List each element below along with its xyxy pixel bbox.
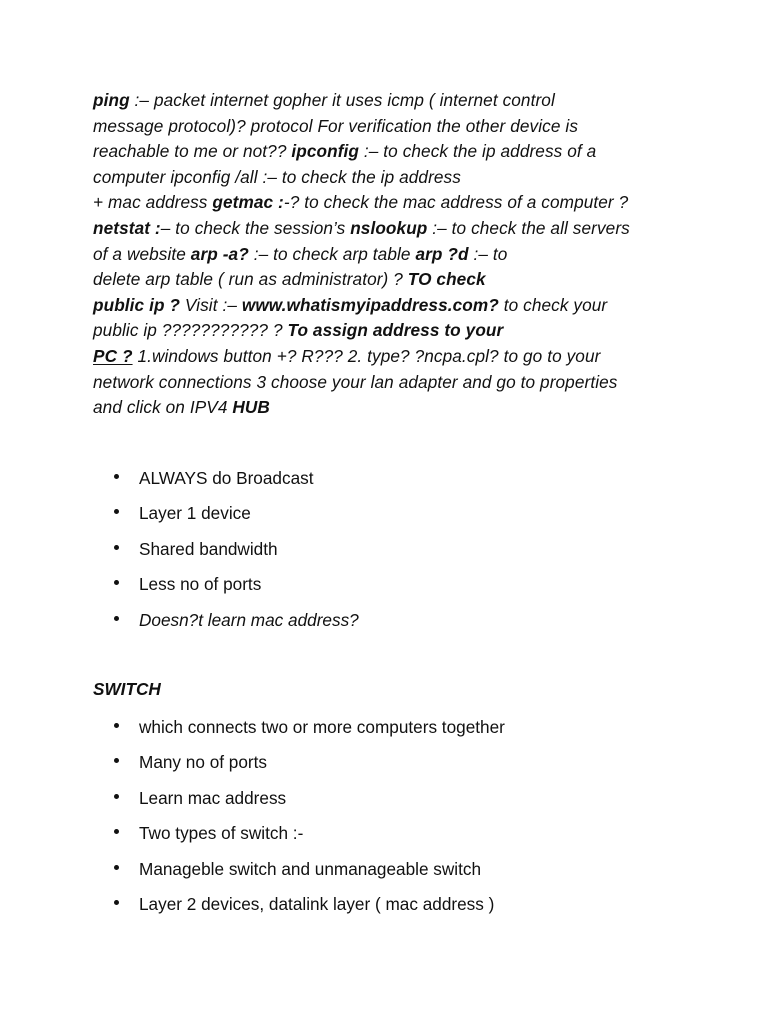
text-run: public ip ??????????? ? [93,320,288,341]
paragraph-line [93,190,693,216]
bullet-dot-icon [114,616,119,621]
list-item [93,716,505,751]
term-arp-a: arp -a? [190,243,249,264]
text-run: to check your [498,294,608,315]
bullet-dot-icon [114,758,119,763]
text-run: -? to check the mac address of a computer ? [283,192,629,213]
bullet-dot-icon [114,900,119,905]
text-run: delete arp table ( run as administrator) ? [93,269,408,290]
text-run: computer ipconfig /all :– to check the ip address [93,166,461,187]
list-item-text: Learn mac address [139,787,287,808]
bullet-dot-icon [114,794,119,799]
paragraph-line [93,267,693,293]
list-item-text: ALWAYS do Broadcast [139,468,314,488]
paragraph-line [93,318,693,344]
text-run: of a website [93,243,191,264]
term-ipconfig: ipconfig [291,141,360,162]
bullet-dot-icon [114,509,119,514]
heading-hub: HUB [232,397,270,418]
list-item [93,538,359,573]
list-item [93,893,505,928]
paragraph-line [93,395,693,421]
text-run: reachable to me or not?? [93,141,292,162]
paragraph-line [93,344,693,370]
list-item-text: Less no of ports [139,574,262,595]
list-item [93,609,359,644]
term-nslookup: nslookup [350,217,428,238]
list-item [93,751,505,786]
list-item-text: which connects two or more computers together [139,717,505,737]
bullet-dot-icon [114,474,119,479]
text-run: :– to check arp table [248,243,416,264]
paragraph-line [93,165,693,191]
paragraph-line [93,370,693,396]
term-pc: PC ? [93,345,133,366]
commands-paragraph [93,88,693,421]
term-assign-address: To assign address to your [287,320,504,341]
bullet-dot-icon [114,580,119,585]
bullet-dot-icon [114,829,119,834]
term-netstat: netstat : [93,217,161,238]
term-to-check: TO check [407,269,486,290]
bullet-dot-icon [114,865,119,870]
paragraph-line [93,293,693,319]
text-run: Visit :– [180,294,242,315]
term-ping: ping [93,90,130,110]
text-run: network connections 3 choose your lan adapter and go to properties [93,371,618,392]
text-run: :– packet internet gopher it uses icmp ( internet control [129,90,555,110]
term-public-ip: public ip ? [93,294,181,315]
text-run: 1.windows button +? R??? 2. type? ?ncpa.cpl? to go to your [132,345,601,366]
list-item [93,858,505,893]
list-item [93,467,359,502]
text-run: :– to check the ip address of a [359,141,597,162]
text-run: message protocol)? protocol For verification the other device is [93,115,579,136]
text-run: – to check the session’s [160,217,351,238]
term-arp-d: arp ?d [415,243,469,264]
paragraph-line [93,139,693,165]
list-item-text: Two types of switch :- [139,823,304,844]
bullet-dot-icon [114,545,119,550]
switch-bullet-list [93,716,505,928]
list-item [93,573,359,608]
text-run: :– to check the all servers [427,217,630,238]
text-run: and click on IPV4 [93,397,233,418]
list-item-text: Many no of ports [139,752,268,773]
term-getmac: getmac : [212,192,284,213]
website-link: www.whatismyipaddress.com? [241,294,499,315]
bullet-dot-icon [114,723,119,728]
list-item [93,822,505,857]
hub-bullet-list [93,467,359,644]
paragraph-line [93,216,693,242]
list-item-text: Layer 2 devices, datalink layer ( mac address ) [139,893,495,914]
text-run: + mac address [93,192,213,213]
paragraph-line [93,114,693,140]
list-item [93,502,359,537]
list-item-text: Shared bandwidth [139,538,278,559]
list-item [93,787,505,822]
list-item-text: Manageble switch and unmanageable switch [139,858,482,879]
text-run: :– to [468,243,508,264]
paragraph-line [93,88,693,114]
list-item-text: Doesn?t learn mac address? [139,609,359,630]
heading-switch: SWITCH [93,679,161,699]
paragraph-line [93,242,693,268]
list-item-text: Layer 1 device [139,503,251,524]
